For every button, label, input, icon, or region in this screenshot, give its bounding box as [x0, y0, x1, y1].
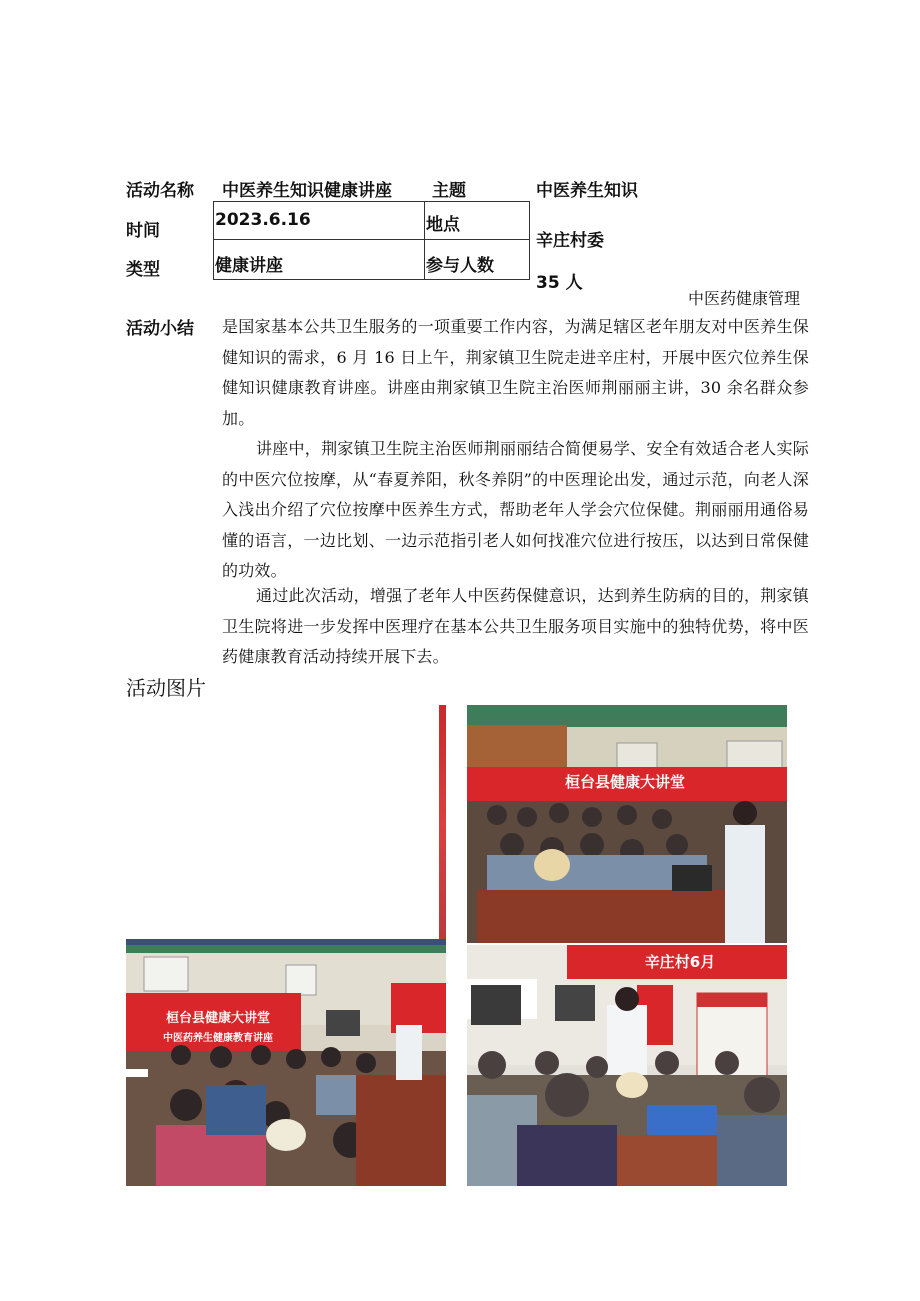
audience-scene-illustration — [126, 945, 446, 1186]
summary-lead: 中医药健康管理 — [688, 289, 801, 308]
summary-paragraph-1: 是国家基本公共卫生服务的一项重要工作内容，为满足辖区老年朋友对中医养生保健知识的需求，6 月 16 日上午，荆家镇卫生院走进辛庄村，开展中医穴位养生保健知识健康教育讲座。讲座由荆家镇卫生院主治医师荆丽丽主讲，30 余名群众参加。 — [222, 317, 809, 428]
activity-photo-3 — [126, 945, 446, 1186]
place-label: 地点 — [426, 215, 460, 235]
photo-edge-strip — [439, 705, 446, 945]
summary-label: 活动小结 — [126, 319, 194, 339]
place-value: 辛庄村委 — [536, 231, 604, 251]
activity-photo-1 — [126, 705, 446, 945]
count-label: 参与人数 — [426, 256, 494, 276]
activity-name-label: 活动名称 — [126, 181, 194, 201]
theme-label: 主题 — [432, 181, 466, 201]
activity-photo-2 — [467, 705, 787, 943]
photos-title: 活动图片 — [126, 676, 206, 700]
count-value: 35 人 — [536, 273, 583, 293]
type-label: 类型 — [126, 260, 160, 280]
summary-paragraph-2: 讲座中，荆家镇卫生院主治医师荆丽丽结合简便易学、安全有效适合老人实际的中医穴位按摩，从“春夏养阳，秋冬养阴”的中医理论出发，通过示范，向老人深入浅出介绍了穴位按摩中医养生方式，帮助老年人学会穴位保健。荆丽丽用通俗易懂的语言，一边比划、一边示范指引老人如何找准穴位进行按压，以达到日常保健的功效。 — [222, 439, 809, 580]
banner-text-3: 中医药养生健康教育讲座 — [163, 1033, 273, 1044]
banner-text-4: 辛庄村6月 — [644, 953, 716, 971]
type-value: 健康讲座 — [215, 256, 283, 276]
banner-text-2: 桓台县健康大讲堂 — [165, 1011, 270, 1026]
summary-paragraph-3: 通过此次活动，增强了老年人中医药保健意识，达到养生防病的目的，荆家镇卫生院将进一步发挥中医理疗在基本公共卫生服务项目实施中的独特优势，将中医药健康教育活动持续开展下去。 — [222, 586, 809, 666]
activity-photo-4 — [467, 945, 787, 1186]
time-value: 2023.6.16 — [215, 210, 311, 230]
lecture-scene-illustration — [467, 705, 787, 943]
activity-name-value: 中医养生知识健康讲座 — [222, 181, 392, 201]
time-label: 时间 — [126, 221, 160, 241]
theme-value: 中医养生知识 — [536, 181, 638, 201]
demonstration-scene-illustration — [467, 945, 787, 1186]
banner-text-1: 桓台县健康大讲堂 — [564, 773, 685, 791]
